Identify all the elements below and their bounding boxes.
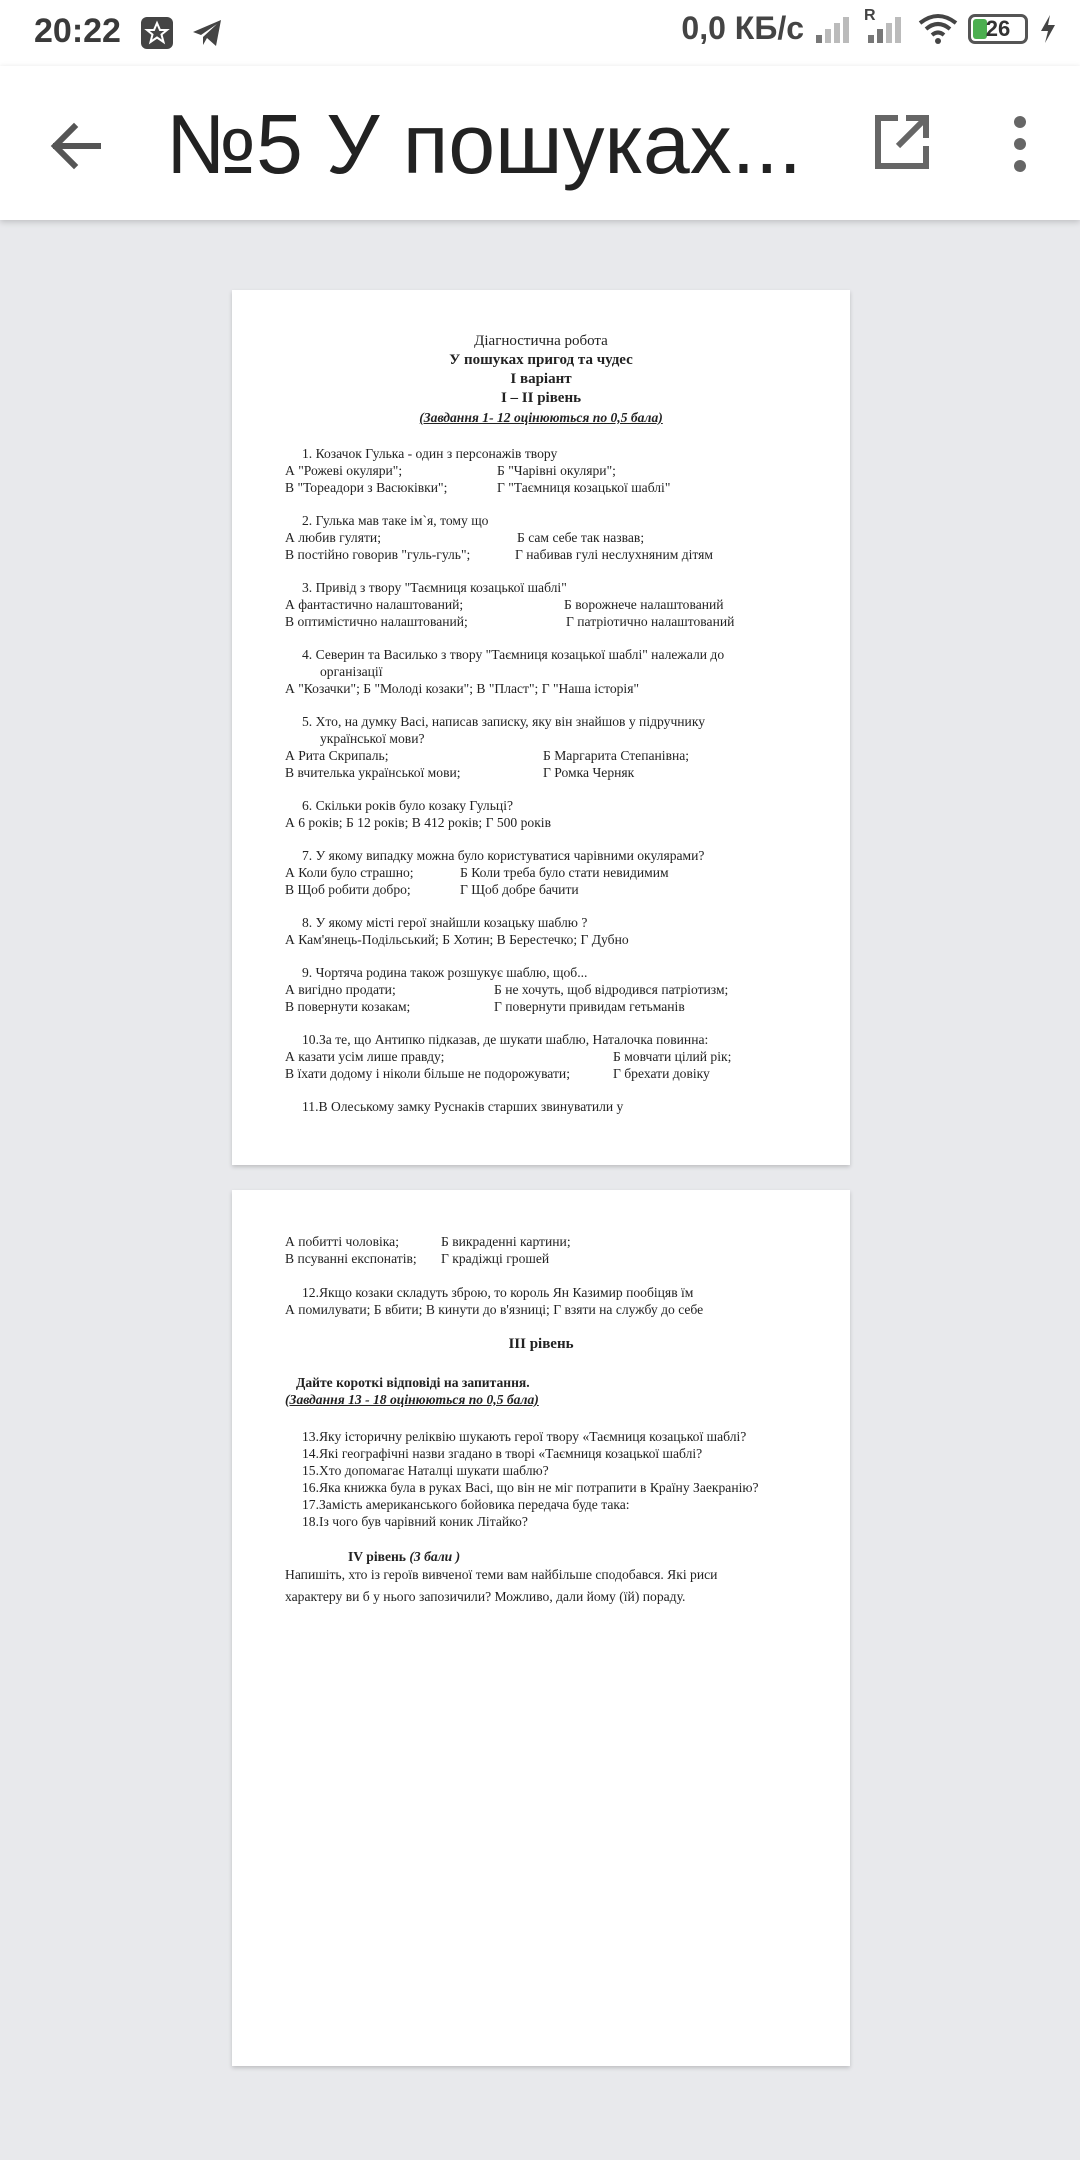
question-4-continuation: організації xyxy=(320,664,383,679)
question-9-option-a: А вигідно продати; xyxy=(285,982,396,997)
question-2-option-a: А любив гуляти; xyxy=(285,530,381,545)
level-4-task-line-2: характеру ви б у нього запозичили? Можливо, дали йому (їй) пораду. xyxy=(285,1589,686,1604)
status-time: 20:22 xyxy=(34,12,121,50)
question-5-option-c: В вчителька української мови; xyxy=(285,765,461,780)
question-6-options: А 6 років; Б 12 років; В 412 років; Г 500 років xyxy=(285,815,552,830)
question-1-option-a: А "Рожеві окуляри"; xyxy=(285,463,403,478)
question-4: 4. Северин та Василько з твору "Таємниця козацької шаблі" належали до xyxy=(302,647,725,662)
question-12-options: А помилувати; Б вбити; В кинути до в'язниці; Г взяти на службу до себе xyxy=(285,1302,704,1317)
telegram-icon xyxy=(190,16,224,50)
document-page-2 xyxy=(232,1190,850,2066)
question-6: 6. Скільки років було козаку Гульці? xyxy=(302,798,514,813)
question-8-options: А Кам'янець-Подільський; Б Хотин; В Берестечко; Г Дубно xyxy=(285,932,629,947)
battery-level: 26 xyxy=(985,15,1011,41)
signal-roaming xyxy=(864,6,908,45)
level-4-title: ІV рівень xyxy=(348,1549,406,1564)
open-external-button[interactable] xyxy=(872,112,932,172)
question-18: 18.Із чого був чарівний коник Літайко? xyxy=(302,1514,528,1529)
star-badge-icon xyxy=(140,16,174,50)
question-16: 16.Яка книжка була в руках Васі, що він не міг потрапити в Країну Заекранію? xyxy=(302,1480,759,1495)
question-2-option-c: В постійно говорив "гуль-гуль"; xyxy=(285,547,471,562)
level-4-task-line-1: Напишіть, хто із героїв вивченої теми вам найбільше сподобався. Які риси xyxy=(285,1567,718,1582)
question-1: 1. Козачок Гулька - один з персонажів твору xyxy=(302,446,558,461)
question-10: 10.За те, що Антипко підказав, де шукати шаблю, Наталочка повинна: xyxy=(302,1032,709,1047)
document-page-1 xyxy=(232,290,850,1165)
question-7: 7. У якому випадку можна було користуватися чарівними окулярами? xyxy=(302,848,705,863)
question-3-option-a: А фантастично налаштований; xyxy=(285,597,464,612)
level-4-heading xyxy=(348,1548,460,1565)
question-13: 13.Яку історичну реліквію шукають герої твору «Таємниця козацької шаблі? xyxy=(302,1429,747,1444)
status-right xyxy=(681,6,1058,47)
level-3-grading-note: (Завдання 13 - 18 оцінюються по 0,5 бала) xyxy=(285,1392,539,1407)
question-2-option-b: Б сам себе так назвав; xyxy=(517,530,645,545)
level-4-points: (3 бали ) xyxy=(409,1549,461,1564)
heading-level: І – ІІ рівень xyxy=(500,390,582,406)
question-9-option-d: Г повернути привидам гетьманів xyxy=(494,999,685,1014)
question-3: 3. Привід з твору "Таємниця козацької шаблі" xyxy=(302,580,567,595)
question-5-option-a: А Рита Скрипаль; xyxy=(285,748,389,763)
network-speed: 0,0 КБ/с xyxy=(681,10,804,46)
question-10-option-b: Б мовчати цілий рік; xyxy=(613,1049,732,1064)
grading-note: (Завдання 1- 12 оцінюються по 0,5 бала) xyxy=(419,410,663,425)
heading-variant: І варіант xyxy=(510,371,572,387)
status-bar xyxy=(0,0,1080,66)
back-button[interactable] xyxy=(44,114,108,178)
question-7-option-d: Г Щоб добре бачити xyxy=(460,882,579,897)
heading-diagnostic: Діагностична робота xyxy=(474,333,608,349)
more-options-button[interactable] xyxy=(1000,112,1040,176)
question-1-option-b: Б "Чарівні окуляри"; xyxy=(497,463,616,478)
question-10-option-d: Г брехати довіку xyxy=(613,1066,710,1081)
question-2: 2. Гулька мав таке ім`я, тому що xyxy=(302,513,489,528)
wifi-icon xyxy=(918,13,958,45)
question-11: 11.В Олеському замку Руснаків старших звинуватили у xyxy=(302,1099,624,1114)
question-7-option-a: А Коли було страшно; xyxy=(285,865,414,880)
question-4-options: А "Козачки"; Б "Молоді козаки"; В "Пласт"; Г "Наша історія" xyxy=(285,681,640,696)
question-7-option-b: Б Коли треба було стати невидимим xyxy=(460,865,669,880)
charging-icon xyxy=(1038,13,1058,45)
question-10-option-c: В їхати додому і ніколи більше не подорожувати; xyxy=(285,1066,570,1081)
question-5: 5. Хто, на думку Васі, написав записку, яку він знайшов у підручнику xyxy=(302,714,706,729)
question-15: 15.Хто допомагає Наталці шукати шаблю? xyxy=(302,1463,549,1478)
document-title: №5 У пошуках... xyxy=(166,97,802,191)
question-11-option-b: Б викраденні картини; xyxy=(441,1234,571,1249)
question-11-option-c: В псуванні експонатів; xyxy=(285,1251,417,1266)
question-1-option-d: Г "Таємниця козацької шаблі" xyxy=(497,480,671,495)
question-12: 12.Якщо козаки складуть зброю, то король Ян Казимир пообіцяв їм xyxy=(302,1285,694,1300)
question-9-option-b: Б не хочуть, щоб відродився патріотизм; xyxy=(494,982,729,997)
question-10-option-a: А казати усім лише правду; xyxy=(285,1049,445,1064)
level-3-heading: ІІІ рівень xyxy=(508,1336,574,1352)
question-2-option-d: Г набивав гулі неслухняним дітям xyxy=(515,547,714,562)
question-11-option-a: А побитті чоловіка; xyxy=(285,1234,399,1249)
signal-icon xyxy=(814,13,854,45)
question-1-option-c: В "Тореадори з Васюківки"; xyxy=(285,480,448,495)
question-5-option-d: Г Ромка Черняк xyxy=(543,765,635,780)
heading-title: У пошуках пригод та чудес xyxy=(449,352,633,368)
question-5-option-b: Б Маргарита Степанівна; xyxy=(543,748,690,763)
question-3-option-b: Б ворожнече налаштований xyxy=(564,597,724,612)
question-5-continuation: української мови? xyxy=(320,731,425,746)
question-9-option-c: В повернути козакам; xyxy=(285,999,411,1014)
question-7-option-c: В Щоб робити добро; xyxy=(285,882,411,897)
question-9: 9. Чортяча родина також розшукує шаблю, щоб... xyxy=(302,965,588,980)
level-3-instruction: Дайте короткі відповіді на запитання. xyxy=(296,1375,530,1390)
question-17: 17.Замість американського бойовика передача буде така: xyxy=(302,1497,630,1512)
question-11-option-d: Г крадіжці грошей xyxy=(441,1251,550,1266)
battery-icon xyxy=(968,14,1028,44)
question-3-option-c: В оптимістично налаштований; xyxy=(285,614,468,629)
question-3-option-d: Г патріотично налаштований xyxy=(566,614,735,629)
question-14: 14.Які географічні назви згадано в творі «Таємниця козацької шаблі? xyxy=(302,1446,703,1461)
app-bar xyxy=(0,66,1080,220)
signal-2-icon xyxy=(864,13,908,45)
question-8: 8. У якому місті герої знайшли козацьку шаблю ? xyxy=(302,915,588,930)
roaming-label: R xyxy=(864,6,876,24)
